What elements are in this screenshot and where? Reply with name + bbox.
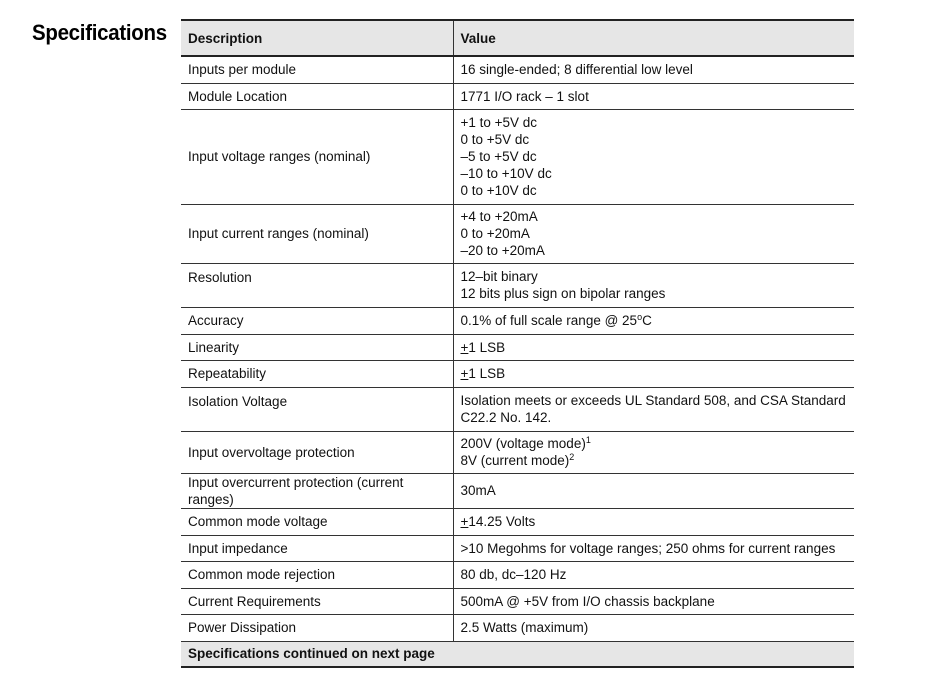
table-row (181, 334, 854, 360)
plus-minus-sign: + (460, 339, 469, 355)
table-row (181, 83, 854, 109)
value-text: 200V (voltage mode) (460, 436, 586, 451)
value-line: 16 single-ended; 8 differential low level (460, 62, 693, 78)
row-value (453, 473, 854, 508)
row-description: Isolation Voltage (181, 387, 453, 431)
row-description: Input current ranges (nominal) (181, 204, 453, 263)
table-row (181, 588, 854, 614)
value-line: 1771 I/O rack – 1 slot (460, 88, 589, 104)
row-value (453, 561, 854, 588)
value-line: 0 to +5V dc (460, 132, 530, 147)
table-row (181, 387, 854, 431)
value-line: C22.2 No. 142. (460, 410, 552, 425)
table-row (181, 614, 854, 641)
row-value (453, 263, 854, 307)
value-text: 0.1% of full scale range @ 25 (460, 313, 638, 328)
footnote-ref: 1 (585, 435, 591, 445)
value-text: 14.25 Volts (468, 514, 536, 529)
table-header-row (181, 20, 854, 56)
value-line (461, 452, 848, 469)
row-description: Linearity (181, 334, 453, 360)
value-line: –5 to +5V dc (460, 149, 537, 164)
table-row (181, 109, 854, 204)
value-text: 8V (current mode) (460, 453, 570, 468)
table-row (181, 431, 854, 473)
row-value (453, 204, 854, 263)
row-description: Power Dissipation (181, 614, 453, 641)
row-value (453, 387, 854, 431)
row-description: Accuracy (181, 307, 453, 334)
row-value (453, 614, 854, 641)
row-description: Module Location (181, 83, 453, 109)
row-value (453, 431, 854, 473)
row-description: Input voltage ranges (nominal) (181, 109, 453, 204)
value-line (461, 435, 848, 452)
table-row (181, 360, 854, 387)
value-text: 1 LSB (468, 366, 506, 381)
row-value (453, 109, 854, 204)
column-header-value: Value (460, 30, 496, 46)
row-value (453, 56, 854, 83)
row-description: Input overcurrent protection (current ranges) (181, 473, 453, 508)
value-line: 2.5 Watts (maximum) (460, 620, 589, 635)
column-header-description: Description (181, 20, 453, 56)
value-line: –10 to +10V dc (460, 166, 552, 181)
row-description: Repeatability (181, 360, 453, 387)
table-row (181, 473, 854, 508)
section-title: Specifications (32, 20, 167, 45)
value-line: +4 to +20mA (460, 209, 538, 224)
value-line: –20 to +20mA (460, 243, 545, 258)
row-description: Current Requirements (181, 588, 453, 614)
row-description: Input overvoltage protection (181, 431, 453, 473)
row-value (453, 307, 854, 334)
table-footer-row (181, 641, 854, 667)
row-description: Resolution (181, 263, 453, 307)
row-value (453, 360, 854, 387)
row-value (453, 588, 854, 614)
row-description: Input impedance (181, 535, 453, 561)
table-row (181, 204, 854, 263)
specifications-table (181, 19, 854, 668)
row-description: Common mode voltage (181, 508, 453, 535)
value-line: 12 bits plus sign on bipolar ranges (460, 286, 666, 301)
plus-minus-sign: + (460, 366, 469, 381)
value-line: +1 to +5V dc (460, 115, 538, 130)
value-line: Isolation meets or exceeds UL Standard 508, and CSA Standard (460, 393, 846, 408)
plus-minus-sign: + (460, 514, 469, 529)
value-line: 0 to +10V dc (460, 183, 537, 198)
value-line: 0 to +20mA (460, 226, 530, 241)
degree-sup: o (637, 312, 643, 322)
value-unit: C (642, 313, 652, 328)
footnote-ref: 2 (569, 452, 575, 462)
row-value (453, 334, 854, 360)
table-row (181, 535, 854, 561)
value-line: 30mA (460, 483, 496, 498)
table-row (181, 307, 854, 334)
row-value (453, 535, 854, 561)
value-line: 80 db, dc–120 Hz (460, 567, 567, 582)
table-row (181, 561, 854, 588)
table-row (181, 263, 854, 307)
row-description: Common mode rejection (181, 561, 453, 588)
row-description: Inputs per module (181, 56, 453, 83)
table-row (181, 508, 854, 535)
value-line: 500mA @ +5V from I/O chassis backplane (460, 593, 715, 609)
value-line: 12–bit binary (460, 269, 538, 284)
table-row (181, 56, 854, 83)
row-value (453, 508, 854, 535)
row-value (453, 83, 854, 109)
continued-note: Specifications continued on next page (188, 646, 435, 661)
value-line: >10 Megohms for voltage ranges; 250 ohms for current ranges (460, 540, 836, 556)
value-text: 1 LSB (468, 339, 506, 355)
